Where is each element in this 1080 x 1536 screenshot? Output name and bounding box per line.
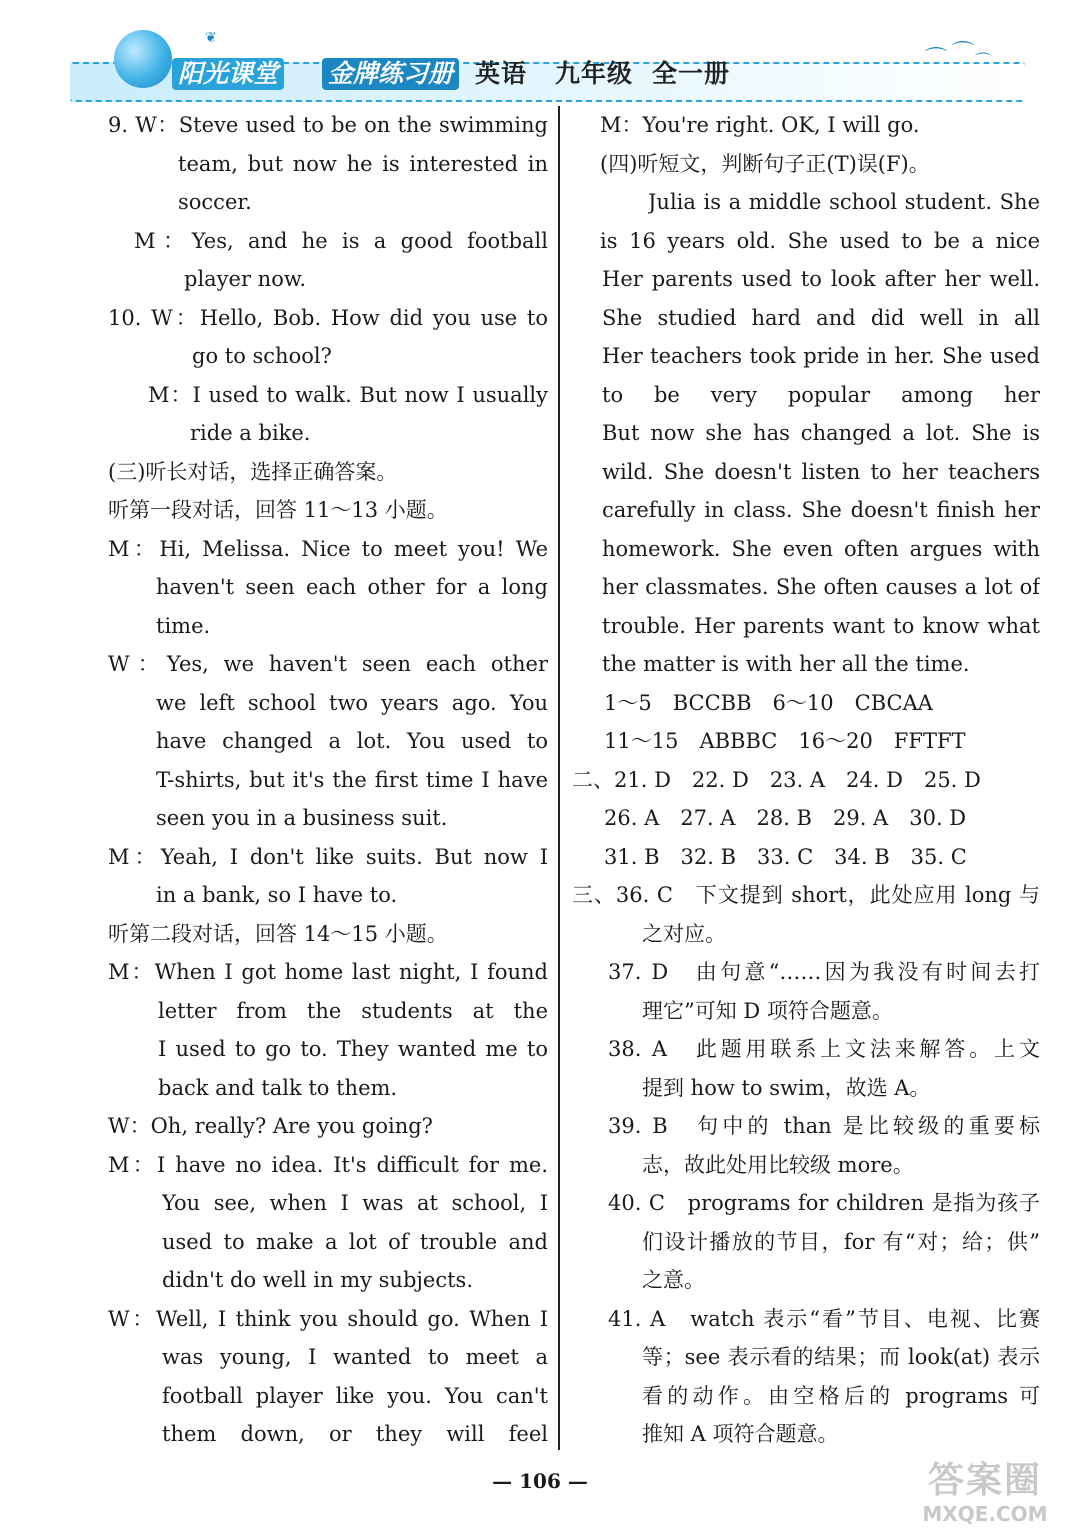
globe-icon [114,30,172,88]
text-line: T-shirts, but it's the first time I have [156,767,548,792]
text-line: player now. [184,267,307,291]
text-line: 26. A 27. A 28. B 29. A 30. D [604,806,967,830]
left-column [108,106,548,1454]
text-line: time. [156,613,211,638]
bird-icon: ⌒ [975,51,992,70]
text-line: M：Hi, Melissa. Nice to meet you! We [108,536,548,561]
text-line: haven't seen each other for a long [156,575,548,599]
text-line: 40. C programs for children 是指为孩子 [608,1191,1040,1215]
text-line: her classmates. She often causes a lot of [602,575,1040,599]
volume-label: 全一册 [652,59,731,88]
text-line: letter from the students at the [158,998,548,1023]
text-line: 37. D 由句意“……因为我没有时间去打 [608,960,1040,984]
text-line: 31. B 32. B 33. C 34. B 35. C [604,844,967,869]
subject-label: 英语 [475,59,528,88]
text-line: 三、36. C 下文提到 short，此处应用 long 与 [572,883,1040,907]
text-line: the matter is with her all the time. [602,652,970,676]
text-line: 听第一段对话，回答 11～13 小题。 [108,498,448,522]
text-line: seen you in a business suit. [156,806,448,830]
series-title: 阳光课堂 [172,58,284,90]
bird-icon: ❦ [205,30,217,46]
text-line: I used to go to. They wanted me to [158,1037,548,1061]
page-header [0,0,1080,112]
text-line: 二、21. D 22. D 23. A 24. D 25. D [572,767,981,792]
text-line: soccer. [178,190,252,214]
text-line: You see, when I was at school, I [162,1191,548,1215]
text-line: W：Well, I think you should go. When I [108,1306,548,1331]
bird-icon: ⌒ [925,47,948,72]
text-line: in a bank, so I have to. [156,883,398,907]
watermark-text: 答案圈 [927,1460,1042,1501]
text-line: 1～5 BCCBB 6～10 CBCAA [604,690,933,715]
text-line: 10. W：Hello, Bob. How did you use to [108,305,548,330]
text-line: Her parents used to look after her well. [602,267,1040,291]
text-line: 41. A watch 表示“看”节目、电视、比赛 [608,1306,1040,1331]
text-line: football player like you. You can't [162,1383,548,1408]
right-column [572,106,1040,1454]
page-number: — 106 — [492,1469,588,1493]
text-line: W：Oh, really? Are you going? [108,1114,433,1138]
text-line: But now she has changed a lot. She is [602,421,1040,445]
text-line: W：Yes, we haven't seen each other [108,652,548,676]
text-line: 38. A 此题用联系上文法来解答。上文 [608,1037,1040,1061]
text-line: M：You're right. OK, I will go. [600,113,920,137]
text-line: 看的动作。由空格后的 programs 可 [642,1383,1040,1408]
text-line: Julia is a middle school student. She [648,190,1040,214]
text-line: M：I used to walk. But now I usually [148,382,548,407]
series-subtitle: 金牌练习册 [322,58,459,90]
text-line: used to make a lot of trouble and [162,1229,548,1254]
grade-label: 九年级 [555,59,634,88]
text-line: carefully in class. She doesn't finish her [602,498,1040,522]
text-line: ride a bike. [190,421,311,445]
watermark-logo [910,1460,1060,1530]
text-line: 理它”可知 D 项符合题意。 [642,998,893,1023]
text-line: 推知 A 项符合题意。 [642,1422,839,1446]
text-line: is 16 years old. She used to be a nice [600,228,1040,253]
text-line: 提到 how to swim，故选 A。 [642,1075,931,1100]
text-line: 志，故此处用比较级 more。 [642,1152,914,1177]
text-line: back and talk to them. [158,1075,398,1100]
text-line: M：I have no idea. It's difficult for me. [108,1152,548,1177]
text-line: wild. She doesn't listen to her teachers [602,459,1040,484]
watermark-url: MXQE.COM [922,1502,1048,1526]
text-line: didn't do well in my subjects. [162,1268,473,1292]
text-line: them down, or they will feel [162,1422,548,1446]
text-line: homework. She even often argues with [602,536,1040,561]
column-divider [558,106,560,1450]
text-line: 听第二段对话，回答 14～15 小题。 [108,921,448,946]
bird-icon: ⌒ [952,41,975,66]
text-line: to be very popular among her [602,382,1040,407]
text-line: 等；see 表示看的结果；而 look(at) 表示 [642,1345,1040,1369]
text-line: (三)听长对话，选择正确答案。 [108,459,398,484]
text-line: 9. W：Steve used to be on the swimming [108,113,548,137]
text-line: 之对应。 [642,921,726,946]
text-line: 11～15 ABBBC 16～20 FFTFT [604,729,966,753]
text-line: (四)听短文，判断句子正(T)误(F)。 [600,151,930,176]
text-line: M：When I got home last night, I found [108,960,548,984]
text-line: we left school two years ago. You [156,690,548,715]
text-line: 之意。 [642,1268,705,1292]
text-line: Her teachers took pride in her. She used [602,344,1040,368]
text-line: was young, I wanted to meet a [162,1345,548,1369]
text-line: She studied hard and did well in all [602,305,1040,330]
text-line: trouble. Her parents want to know what [602,613,1040,638]
text-line: M：Yeah, I don't like suits. But now I [108,844,548,869]
text-line: have changed a lot. You used to [156,729,548,753]
text-line: 们设计播放的节目，for 有“对；给；供” [642,1229,1040,1254]
text-line: go to school? [192,344,332,368]
text-line: 39. B 句中的 than 是比较级的重要标 [608,1114,1040,1138]
text-line: M：Yes, and he is a good football [134,228,548,253]
text-line: team, but now he is interested in [178,151,548,176]
